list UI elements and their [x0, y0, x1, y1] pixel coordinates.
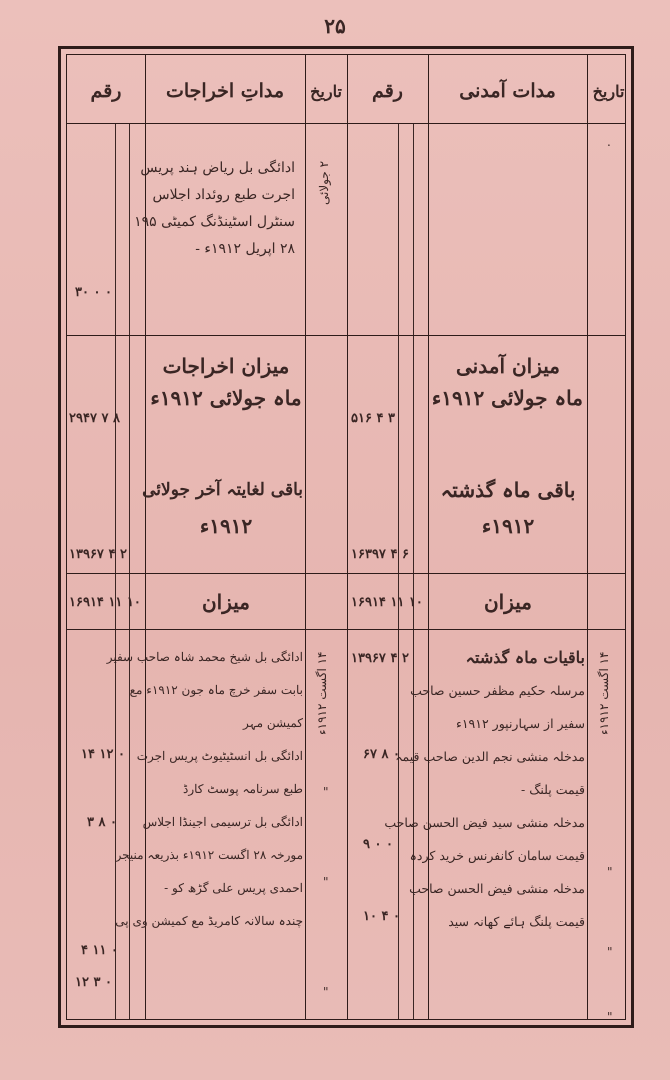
row-separator	[67, 629, 625, 630]
dot-mark: .	[607, 135, 611, 149]
column-divider	[305, 55, 306, 1019]
income-grand-total-amount: ۱۶۹۱۴ ۱۱ ۱۰	[351, 595, 423, 610]
ditto-mark: "	[323, 875, 329, 889]
income-line: قیمت پلنگ -	[521, 782, 585, 797]
expense-grand-total-label: میزان	[201, 590, 251, 614]
expense-total-amount: ۲۹۴۷ ۷ ۸	[69, 411, 120, 426]
ditto-mark: "	[607, 865, 613, 879]
ditto-mark: "	[323, 785, 329, 799]
income-line: مدخلہ منشی نجم الدین صاحب قیمہ	[395, 749, 585, 764]
header-amount-expense: رقم	[90, 80, 122, 102]
income-line: باقیات ماہ گذشتہ	[465, 648, 585, 667]
page-number: ۲۵	[324, 14, 346, 38]
ledger-table	[58, 46, 634, 1028]
income-line: قیمت پلنگ ہائے کھانہ سید	[448, 914, 585, 929]
income-total-month: ماہ جولائی ۱۹۱۲ء	[431, 386, 583, 410]
income-line: قیمت سامان کانفرنس خرید کردہ	[409, 848, 585, 863]
expense-balance-title: باقی لغایتہ آخر جولائی	[142, 480, 303, 500]
expense-amount: ۴ ۱۱ ۰	[81, 943, 118, 958]
income-line: مدخلہ منشی فیض الحسن صاحب	[409, 881, 585, 896]
expense-date-section4: ۱۴ اگست ۱۹۱۲ء	[315, 651, 329, 735]
header-expense-heads: مداتِ اخراجات	[165, 80, 285, 102]
amount-subcolumn-line	[115, 123, 116, 1019]
column-divider	[347, 55, 348, 1019]
expense-line: ادائگی بل ریاض ہند پریس	[140, 160, 295, 176]
amount-subcolumn-line	[398, 123, 399, 1019]
income-balance-year: ۱۹۱۲ء	[481, 514, 535, 538]
income-line: مرسلہ حکیم مظفر حسین صاحب	[410, 683, 585, 698]
income-total-amount: ۵۱۶ ۴ ۳	[351, 411, 395, 426]
expense-date-section1: ۲ جولائی	[317, 160, 331, 205]
ditto-mark: "	[323, 985, 329, 999]
row-separator	[67, 335, 625, 336]
ditto-mark: "	[607, 1010, 613, 1024]
expense-line: ۲۸ اپریل ۱۹۱۲ء -	[195, 241, 295, 257]
expense-amount: ۱۲ ۳ ۰	[75, 975, 112, 990]
expense-line: اجرت طبع روئداد اجلاس	[152, 187, 295, 203]
income-total-title: میزان آمدنی	[456, 354, 560, 378]
income-amount: ۶۷ ۸ ۰	[363, 747, 400, 762]
income-amount: ۱۳۹۶۷ ۴ ۲	[351, 651, 409, 666]
expense-line: سنٹرل اسٹینڈنگ کمیٹی ۱۹۵	[134, 214, 295, 230]
income-amount: ۱۰ ۴ ۰	[363, 909, 400, 924]
row-separator	[67, 573, 625, 574]
ledger-inner-border	[66, 54, 626, 1024]
income-line: سفیر از سہارنپور ۱۹۱۲ء	[455, 716, 585, 731]
expense-amount-section1: ۳۰ ۰ ۰	[75, 285, 112, 300]
expense-line: ادائگی بل انسٹیٹیوٹ پریس اجرت	[136, 749, 303, 763]
income-grand-total-label: میزان	[483, 590, 533, 614]
expense-total-month: ماہ جولائی ۱۹۱۲ء	[150, 386, 302, 410]
income-date-section4: ۱۴ اگست ۱۹۱۲ء	[597, 651, 611, 735]
expense-line: بابت سفر خرچ ماہ جون ۱۹۱۲ء مع	[129, 683, 303, 697]
header-date-expense: تاریخ	[310, 81, 342, 101]
header-date-income: تاریخ	[592, 81, 625, 101]
expense-entry-section1	[134, 155, 295, 263]
expense-line: مورخہ ۲۸ اگست ۱۹۱۲ء بذریعہ منیجر	[115, 848, 303, 862]
header-income-heads: مدات آمدنی	[459, 80, 556, 102]
expense-line: احمدی پریس علی گڑھ کو -	[164, 881, 303, 895]
expense-line: کمیشن مہر	[242, 716, 303, 730]
expense-line: ادائگی بل شیخ محمد شاہ صاحب سفیر	[106, 650, 303, 664]
header-amount-income: رقم	[372, 80, 403, 102]
income-amount: ۹ ۰ ۰	[363, 837, 393, 852]
expense-amount: ۱۴ ۱۲ ۰	[81, 747, 125, 762]
expense-balance-amount: ۱۳۹۶۷ ۴ ۲	[69, 547, 127, 562]
income-balance-title: باقی ماہ گذشتہ	[440, 478, 576, 502]
expense-total-title: میزان اخراجات	[162, 354, 290, 378]
expense-line: طبع سرنامہ پوسٹ کارڈ	[182, 782, 303, 796]
expense-line: ادائگی بل ترسیمی اجینڈا اجلاس	[142, 815, 303, 829]
expense-grand-total-amount: ۱۶۹۱۴ ۱۱ ۱۰	[69, 595, 141, 610]
income-line: مدخلہ منشی سید فیض الحسن صاحب	[384, 815, 585, 830]
amount-subcolumn-line	[129, 123, 130, 1019]
income-balance-amount: ۱۶۳۹۷ ۴ ۶	[351, 547, 409, 562]
expense-amount: ۳ ۸ ۰	[87, 815, 117, 830]
ditto-mark: "	[607, 945, 613, 959]
column-divider	[587, 55, 588, 1019]
expense-entries-section4	[106, 641, 303, 938]
income-entries-section4	[384, 641, 585, 938]
expense-line: چندہ سالانہ کامریڈ مع کمیشن وی پی	[115, 914, 303, 928]
header-separator	[67, 123, 625, 124]
expense-balance-year: ۱۹۱۲ء	[199, 514, 253, 538]
